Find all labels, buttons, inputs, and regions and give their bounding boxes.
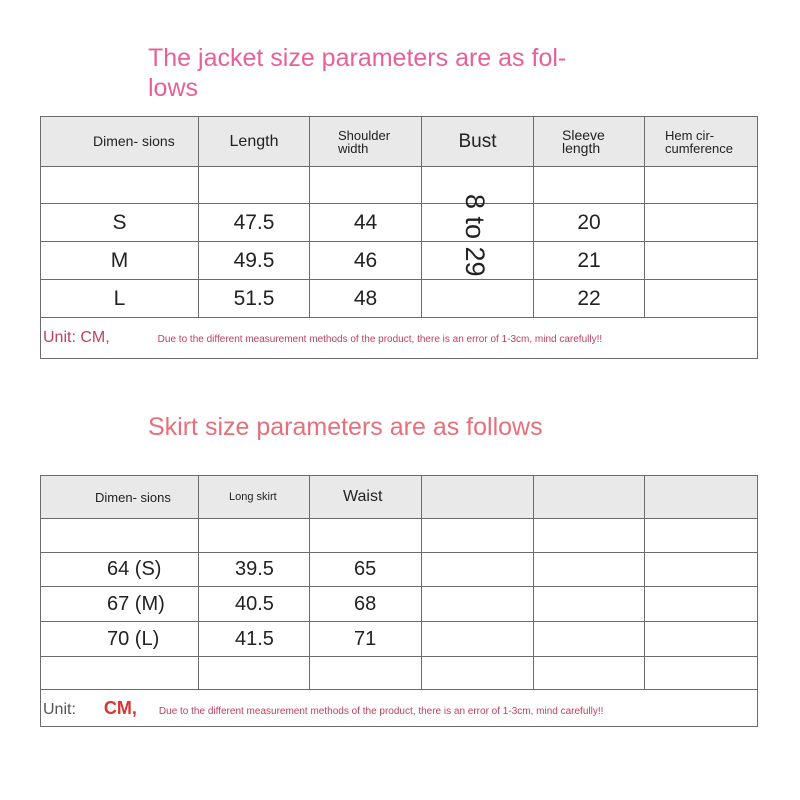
- length-cell: 41.5: [199, 622, 310, 657]
- table-row: [41, 204, 758, 242]
- shoulder-cell: 48: [310, 280, 422, 318]
- length-cell: 39.5: [199, 553, 310, 587]
- table-row: [41, 280, 758, 318]
- waist-cell: 71: [310, 622, 422, 657]
- skirt-size-table: [40, 475, 758, 727]
- length-cell: 49.5: [199, 242, 310, 280]
- shoulder-cell: 44: [310, 204, 422, 242]
- table-row: [41, 553, 758, 587]
- table-row: [41, 519, 758, 553]
- length-cell: 51.5: [199, 280, 310, 318]
- waist-cell: 65: [310, 553, 422, 587]
- hem-cell: [645, 280, 758, 318]
- header-shoulder-width: Shoulder width: [310, 117, 422, 167]
- sleeve-cell: 21: [534, 242, 645, 280]
- table-row: [41, 587, 758, 622]
- jacket-header-row: [41, 117, 758, 167]
- unit-cm-label: CM,: [103, 697, 137, 718]
- table-row: [41, 167, 758, 204]
- shoulder-cell: 46: [310, 242, 422, 280]
- header-dimensions: Dimen- sions: [41, 476, 199, 519]
- sleeve-cell: 22: [534, 280, 645, 318]
- header-hem-circumference: Hem cir- cumference: [645, 117, 758, 167]
- table-row: [41, 622, 758, 657]
- header-waist: Waist: [310, 476, 422, 519]
- header-sleeve-length: Sleeve length: [534, 117, 645, 167]
- hem-cell: [645, 242, 758, 280]
- size-cell: 70 (L): [41, 622, 199, 657]
- bust-range-label: 8 to 29: [460, 194, 490, 277]
- waist-cell: 68: [310, 587, 422, 622]
- unit-label: Unit: CM,: [43, 329, 110, 346]
- header-long-skirt: Long skirt: [199, 476, 310, 519]
- measurement-note: Due to the different measurement methods of the product, there is an error of 1-3cm, mind carefully!!: [158, 705, 604, 717]
- size-cell: M: [41, 242, 199, 280]
- table-row: [41, 242, 758, 280]
- jacket-size-table: [40, 116, 758, 359]
- size-cell: S: [41, 204, 199, 242]
- skirt-header-row: [41, 476, 758, 519]
- jacket-title: The jacket size parameters are as fol- lows: [148, 44, 567, 102]
- size-cell: L: [41, 280, 199, 318]
- header-length: Length: [199, 117, 310, 167]
- header-dimensions: Dimen- sions: [41, 117, 199, 167]
- skirt-title: Skirt size parameters are as follows: [148, 413, 543, 441]
- table-row: [41, 657, 758, 690]
- measurement-note: Due to the different measurement methods of the product, there is an error of 1-3cm, mind carefully!!: [157, 334, 603, 345]
- header-bust: Bust: [422, 117, 534, 167]
- sleeve-cell: 20: [534, 204, 645, 242]
- hem-cell: [645, 204, 758, 242]
- size-cell: 64 (S): [41, 553, 199, 587]
- length-cell: 40.5: [199, 587, 310, 622]
- length-cell: 47.5: [199, 204, 310, 242]
- note-row: [41, 318, 758, 359]
- size-cell: 67 (M): [41, 587, 199, 622]
- unit-label: Unit:: [43, 700, 76, 718]
- note-row: [41, 690, 758, 727]
